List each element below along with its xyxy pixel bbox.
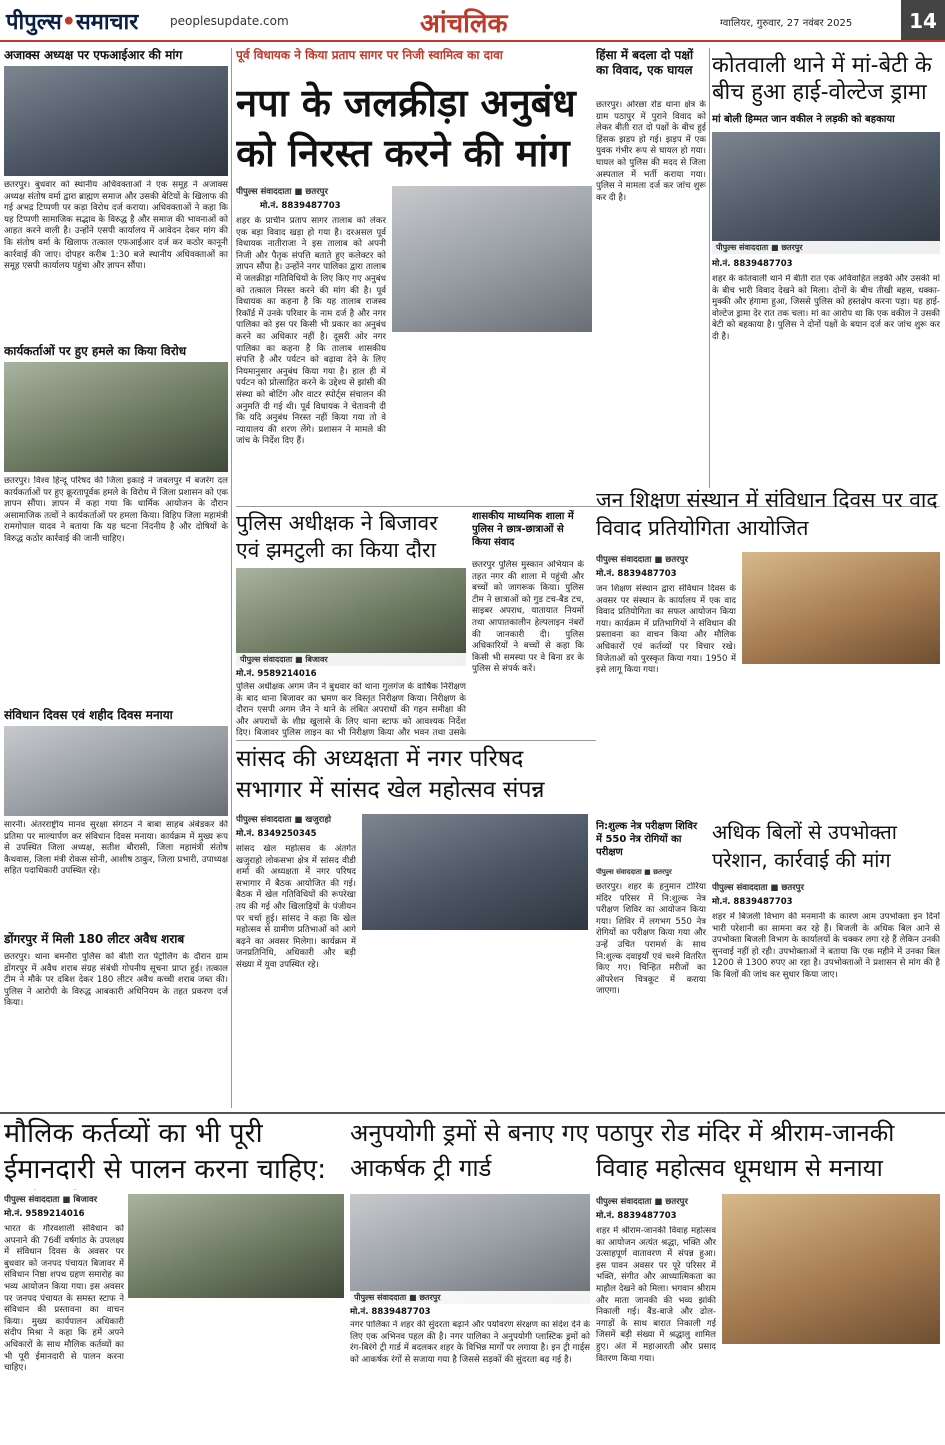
maulik-story: [4, 1116, 344, 1441]
tree-headline[interactable]: अनुपयोगी ड्रमों से बनाए गए आकर्षक ट्री गार्ड: [350, 1119, 589, 1182]
sansad-body: सांसद खेल महोत्सव के अंतर्गत खजुराहो लोकसभा क्षेत्र में सांसद वीडी शर्मा की अध्यक्षता में नगर परिषद सभागार में बैठक आयोजित की गई। बैठक में खेल गतिविधियों की रूपरेखा तय की गई और खिलाड़ियों के पंजीयन पर चर्चा हुई। सांसद ने कहा कि खेल महोत्सव से ग्रामीण प्रतिभाओं को आगे बढ़ने का अवसर मिलेगा। कार्यक्रम में जनप्रतिनिधि, अधिकारी और बड़ी संख्या में युवा उपस्थित रहे।: [236, 844, 356, 970]
bijli-body: शहर में बिजली विभाग की मनमानी के कारण आम उपभोक्ता इन दिनों भारी परेशानी का सामना कर रहे हैं। बिजली के अधिक बिल आने से उपभोक्ता बिजली विभाग के कार्यालयों के चक्कर लगा रहे हैं लेकिन उनकी सुनवाई नहीं हो रही। उपभोक्ताओं ने बताया कि एक महीने में उनका बिल 1200 से 1300 रुपए आ रहा है। उपभोक्ताओं ने प्रशासन से मांग की है कि बिलों की जांच कर सुधार किया जाए।: [712, 912, 940, 980]
samvidhan-photo: [4, 726, 228, 816]
article-samvidhan-body: सारनी। अंतरराष्ट्रीय मानव सुरक्षा संगठन ने बाबा साहब अंबेडकर की प्रतिमा पर माल्यार्पण कर संविधान दिवस मनाया। कार्यक्रम में मुख्य रूप से उपस्थित जिला अध्यक्ष, सतीश बौरासी, जिला महामंत्री संतोष कैथवास, जिला मंत्री रोकस सोनी, आशीष ठाकुर, जिला प्रभारी, उपाध्यक्ष सहित पदाधिकारी उपस्थित रहे।: [4, 820, 228, 877]
maulik-photo: [128, 1194, 344, 1298]
sp-mobile: मो.नं. 9589214016: [236, 669, 317, 679]
sp-photo-caption: पीपुल्स संवाददाता ■ बिजावर: [236, 653, 466, 666]
sp-headline[interactable]: पुलिस अधीक्षक ने बिजावर एवं झमटुली का किया दौरा: [236, 511, 438, 562]
ajaks-photo: [4, 66, 228, 176]
lead-story: [236, 48, 592, 502]
sp-story: [236, 510, 466, 738]
netra-byline: पीपुल्स संवाददाता ■ छतरपुर: [596, 868, 672, 876]
jan-byline: पीपुल्स संवाददाता ■ छतरपुर: [596, 555, 688, 565]
row-divider: [236, 740, 596, 741]
netra-body: छतरपुर। शहर के हनुमान टोरिया मंदिर परिसर में नि:शुल्क नेत्र परीक्षण शिविर का आयोजन किया गया। शिविर में लगभग 550 नेत्र रोगियों का परीक्षण किया गया और उन्हें उचित परामर्श के साथ नि:शुल्क दवाइयाँ एवं चश्मे वितरित किए गए। चिन्हित मरीजों का ऑपरेशन चित्रकूट में कराया जाएगा।: [596, 882, 706, 997]
bottom-section-divider: [0, 1112, 945, 1114]
jan-headline[interactable]: जन शिक्षण संस्थान में संविधान दिवस पर वाद विवाद प्रतियोगिता आयोजित: [596, 488, 938, 540]
tree-photo: [350, 1194, 590, 1304]
dateline: ग्वालियर, गुरुवार, 27 नवंबर 2025: [720, 18, 853, 29]
shriram-photo: [722, 1194, 940, 1344]
vihip-photo: [4, 362, 228, 472]
kotwali-story: [712, 52, 940, 482]
logo-right: समाचार: [75, 9, 139, 35]
sansad-story: [236, 744, 588, 1110]
column-divider: [709, 48, 710, 488]
lead-kicker: पूर्व विधायक ने किया प्रताप सागर पर निजी स्वामित्व का दावा: [236, 48, 503, 62]
kotwali-photo-caption: पीपुल्स संवाददाता ■ छतरपुर: [712, 241, 940, 254]
sp-photo: [236, 568, 466, 666]
logo-left: पीपुल्स: [6, 9, 62, 35]
netra-story: [596, 820, 706, 1110]
bijli-byline: पीपुल्स संवाददाता ■ छतरपुर: [712, 883, 804, 893]
sansad-byline: पीपुल्स संवाददाता ■ खजुराहो: [236, 815, 332, 825]
tree-mobile: मो.नं. 8839487703: [350, 1307, 431, 1317]
kotwali-photo: [712, 132, 940, 254]
kotwali-subhead: मां बोली हिम्मत जान वकील ने लड़की को बहकाया: [712, 114, 895, 125]
shriram-story: [596, 1116, 940, 1441]
logo-separator: •: [61, 9, 76, 35]
jan-mobile: मो.नं. 8839487703: [596, 569, 677, 579]
shriram-body: शहर में श्रीराम-जानकी विवाह महोत्सव का आयोजन अत्यंत श्रद्धा, भक्ति और उत्साहपूर्ण वातावरण में संपन्न हुआ। इस पावन अवसर पर पूरे परिसर में भक्ति, संगीत और आध्यात्मिकता का माहौल देखने को मिला। भगवान श्रीराम और माता जानकी की भव्य झांकी निकाली गई। बैंड-बाजे और ढोल-नगाड़ों के साथ बारात निकाली गई जिसमें बड़ी संख्या में श्रद्धालु शामिल हुए। अंत में महाआरती और प्रसाद वितरण किया गया।: [596, 1226, 716, 1364]
bijli-mobile: मो.नं. 8839487703: [712, 897, 793, 907]
shriram-headline[interactable]: पठापुर रोड मंदिर में श्रीराम-जानकी विवाह महोत्सव धूमधाम से मनाया: [596, 1119, 895, 1182]
newspaper-logo[interactable]: [6, 6, 138, 36]
hinsa-headline[interactable]: हिंसा में बदला दो पक्षों का विवाद, एक घायल: [596, 48, 694, 77]
shriram-mobile: मो.नं. 8839487703: [596, 1211, 677, 1221]
article-vihip-headline[interactable]: कार्यकर्ताओं पर हुए हमले का किया विरोध: [4, 344, 187, 358]
maulik-headline[interactable]: मौलिक कर्तव्यों का भी पूरी ईमानदारी से पालन करना चाहिए:: [4, 1118, 327, 1185]
tree-body: नगर पालिका ने शहर की सुंदरता बढ़ाने और पर्यावरण संरक्षण का संदेश देने के लिए एक अभिनव पहल की है। नगर पालिका ने अनुपयोगी प्लास्टिक ड्रमों को रंग-बिरंगे ट्री गार्ड में बदलकर शहर के विभिन्न मार्गों पर लगाया है। इन ट्री गार्ड्स को आकर्षक रंगों से सजाया गया है जिससे सड़कों की सुंदरता बढ़ गई है।: [350, 1320, 590, 1365]
jan-body: जन शिक्षण संस्थान द्वारा संविधान दिवस के अवसर पर संस्थान के कार्यालय में एक वाद विवाद प्रतियोगिता का सफल आयोजन किया गया। कार्यक्रम में प्रतिभागियों ने संविधान की प्रस्तावना का वाचन किया और मौलिक अधिकारों एवं कर्तव्यों पर विचार रखे। विजेताओं को पुरस्कृत किया गया। 1950 में इसे लागू किया गया।: [596, 584, 736, 676]
article-sharab-headline[interactable]: डोंगरपुर में मिली 180 लीटर अवैध शराब: [4, 932, 185, 946]
shala-headline[interactable]: शासकीय माध्यमिक शाला में पुलिस ने छात्र-छात्राओं से किया संवाद: [472, 511, 574, 548]
article-ajaks-headline[interactable]: अजाक्स अध्यक्ष पर एफआईआर की मांग: [4, 48, 183, 62]
article-ajaks-body: छतरपुर। बुधवार को स्थानीय अधिवक्ताओं ने एक समूह ने अजाक्स अध्यक्ष संतोष वर्मा द्वारा ब्राह्मण समाज और उसकी बेटियों के खिलाफ की गई अभद्र टिप्पणी पर कड़ा विरोध दर्ज कराया। अधिवक्ताओं ने कहा कि यह टिप्पणी सामाजिक सद्भाव के विरुद्ध है और समाज की भावनाओं को आहत करने वाली है। उन्होंने एसपी कार्यालय में आवेदन देकर मांग की कि संतोष वर्मा के खिलाफ तत्काल एफआईआर दर्ज कर कठोर कानूनी कार्रवाई की जाए। दोपहर करीब 1:30 बजे स्थानीय अधिवक्ताओं का समूह एसपी कार्यालय पहुंचा और ज्ञापन सौंपा।: [4, 180, 228, 272]
article-sharab-body: छतरपुर। थाना बमनौरा पुलिस को बीती रात पेट्रोलिंग के दौरान ग्राम डोंगरपुर में अवैध शराब संग्रह संबंधी गोपनीय सूचना प्राप्त हुई। तत्काल टीम ने मौके पर दबिश देकर 180 लीटर अवैध कच्ची शराब जब्त की। पुलिस ने आरोपी के विरुद्ध आबकारी अधिनियम के तहत प्रकरण दर्ज किया।: [4, 952, 228, 1009]
bijli-story: [712, 818, 940, 1110]
sp-body: पुलिस अधीक्षक अगम जैन ने बुधवार को थाना गुलगंज के वार्षिक निरीक्षण के बाद थाना बिजावर का भ्रमण कर विस्तृत निरीक्षण किया। निरीक्षण के दौरान एसपी अगम जैन ने थाने के लंबित अपराधों की गहन समीक्षा की और अपराधों के शीघ्र खुलासे के लिए थाना स्टाफ को आवश्यक निर्देश दिए। बिजावर पुलिस लाइन का भी निरीक्षण किया और भवन तथा उसके: [236, 682, 466, 738]
netra-headline[interactable]: नि:शुल्क नेत्र परीक्षण शिविर में 550 नेत्र रोगियों का परीक्षण: [596, 821, 698, 858]
maulik-mobile: मो.नं. 9589214016: [4, 1209, 85, 1219]
page-number: 14: [901, 0, 945, 42]
sansad-photo: [362, 814, 588, 930]
lead-headline[interactable]: नपा के जलक्रीड़ा अनुबंध को निरस्त करने की मांग: [236, 81, 576, 175]
section-title: आंचलिक: [420, 9, 508, 39]
tree-guard-story: [350, 1116, 590, 1441]
maulik-byline: पीपुल्स संवाददाता ■ बिजावर: [4, 1195, 98, 1205]
maulik-body: भारत के गौरवशाली संविधान को अपनाने की 76वीं वर्षगांठ के उपलक्ष्य में संविधान दिवस के अवसर पर बुधवार को जनपद पंचायत बिजावर में संविधान निष्ठा शपथ ग्रहण समारोह का भव्य आयोजन किया गया। इस अवसर पर जनपद पंचायत के समस्त स्टाफ ने संविधान की प्रस्तावना का वाचन किया। मुख्य कार्यपालन अधिकारी संदीप मिश्रा ने कहा कि हमें अपने अधिकारों के साथ मौलिक कर्तव्यों का भी पूरी ईमानदारी से पालन करना चाहिए।: [4, 1224, 124, 1374]
lead-photo: [392, 186, 592, 332]
jan-shikshan-story: [596, 486, 940, 804]
hinsa-body: छतरपुर। ओरछा रोड थाना क्षेत्र के ग्राम पठापुर में पुराने विवाद को लेकर बीती रात दो पक्षों के बीच हुई हिंसक झड़प हो गई। झड़प में एक युवक गंभीर रूप से घायल हो गया। घायल को पुलिस की मदद से जिला अस्पताल में भर्ती कराया गया। पुलिस ने मामला दर्ज कर जांच शुरू कर दी है।: [596, 100, 706, 203]
kotwali-body: शहर के कोतवाली थाने में बीती रात एक अविवाहित लड़की और उसकी मां के बीच भारी विवाद देखने को मिला। दोनों के बीच तीखी बहस, धक्का-मुक्की और हंगामा हुआ, जिससे पुलिस को हस्तक्षेप करना पड़ा। यह हाई-वोल्टेज ड्रामा देर रात तक चला। मां का आरोप था कि एक वकील ने उसकी बेटी को बहकाया है। पुलिस ने दोनों पक्षों के बयान दर्ज कर जांच शुरू कर दी है।: [712, 274, 940, 342]
shala-story: [472, 510, 584, 738]
jan-photo: [742, 552, 940, 664]
article-vihip-body: छतरपुर। विश्व हिन्दू परिषद की जिला इकाई ने जबलपुर में बजरंग दल कार्यकर्ताओं पर हुए क्रूरतापूर्वक हमले के विरोध में जिला प्रशासन को एक ज्ञापन सौंपा। ज्ञापन में कहा गया कि धार्मिक आयोजन के दौरान असामाजिक तत्वों ने कार्यकर्ताओं पर हमला किया। विहिप जिला महामंत्री रामगोपाल यादव ने बताया कि यह घटना निंदनीय है और दोषियों के विरुद्ध कठोर कार्रवाई की जानी चाहिए।: [4, 476, 228, 544]
shriram-byline: पीपुल्स संवाददाता ■ छतरपुर: [596, 1197, 688, 1207]
masthead: [0, 0, 945, 42]
sansad-headline[interactable]: सांसद की अध्यक्षता में नगर परिषद सभागार में सांसद खेल महोत्सव संपन्न: [236, 746, 545, 803]
hinsa-story: [596, 48, 706, 338]
kotwali-mobile: मो.नं. 8839487703: [712, 259, 793, 269]
column-divider: [231, 48, 232, 1108]
website-link[interactable]: peoplesupdate.com: [170, 14, 289, 28]
shala-body: छतरपुर पुलिस मुस्कान अभियान के तहत नगर की शाला में पहुंची और बच्चों को जागरूक किया। पुलिस टीम ने छात्राओं को गुड टच-बैड टच, साइबर अपराध, यातायात नियमों तथा आपातकालीन हेल्पलाइन नंबरों की जानकारी दी। पुलिस अधिकारियों ने बच्चों से कहा कि किसी भी समस्या पर वे बिना डर के पुलिस से संपर्क करें।: [472, 560, 584, 675]
lead-byline: पीपुल्स संवाददाता ■ छतरपुर: [236, 187, 328, 197]
bijli-headline[interactable]: अधिक बिलों से उपभोक्ता परेशान, कार्रवाई की मांग: [712, 820, 897, 872]
sansad-mobile: मो.नं. 8349250345: [236, 829, 317, 839]
lead-body: शहर के प्राचीन प्रताप सागर तालाब को लेकर एक बड़ा विवाद खड़ा हो गया है। दरअसल पूर्व विधायक नातीराजा ने इस तालाब को अपनी निजी और पैतृक संपत्ति बताते हुए कलेक्टर को ज्ञापन सौंपा है। उन्होंने नगर पालिका द्वारा तालाब में जलक्रीड़ा गतिविधियों के लिए किए गए अनुबंध को तत्काल निरस्त करने की मांग की है। पूर्व विधायक का कहना है कि यह तालाब राजस्व रिकॉर्ड में उनके परिवार के नाम दर्ज है और नगर पालिका को इस पर किसी भी प्रकार का अनुबंध करने का अधिकार नहीं है। दूसरी ओर नगर पालिका का कहना है कि तालाब शासकीय संपत्ति है और पर्यटन को बढ़ावा देने के लिए नियमानुसार अनुबंध किया गया है। हाल ही में पर्यटन को प्रोत्साहित करने के उद्देश्य से झांसी की संस्था को बोटिंग और वाटर स्पोर्ट्स संचालन की अनुमति दी गई थी। पूर्व विधायक ने चेतावनी दी कि यदि अनुबंध निरस्त नहीं किया गया तो वे न्यायालय की शरण लेंगे। प्रशासन ने मामले की जांच के निर्देश दिए हैं।: [236, 216, 386, 447]
tree-photo-caption: पीपुल्स संवाददाता ■ छतरपुर: [350, 1291, 590, 1304]
left-column: [4, 48, 228, 1108]
article-samvidhan-headline[interactable]: संविधान दिवस एवं शहीद दिवस मनाया: [4, 708, 173, 722]
kotwali-headline[interactable]: कोतवाली थाने में मां-बेटी के बीच हुआ हाई-वोल्टेज ड्रामा: [712, 53, 932, 105]
lead-mobile: मो.नं. 8839487703: [260, 201, 341, 211]
